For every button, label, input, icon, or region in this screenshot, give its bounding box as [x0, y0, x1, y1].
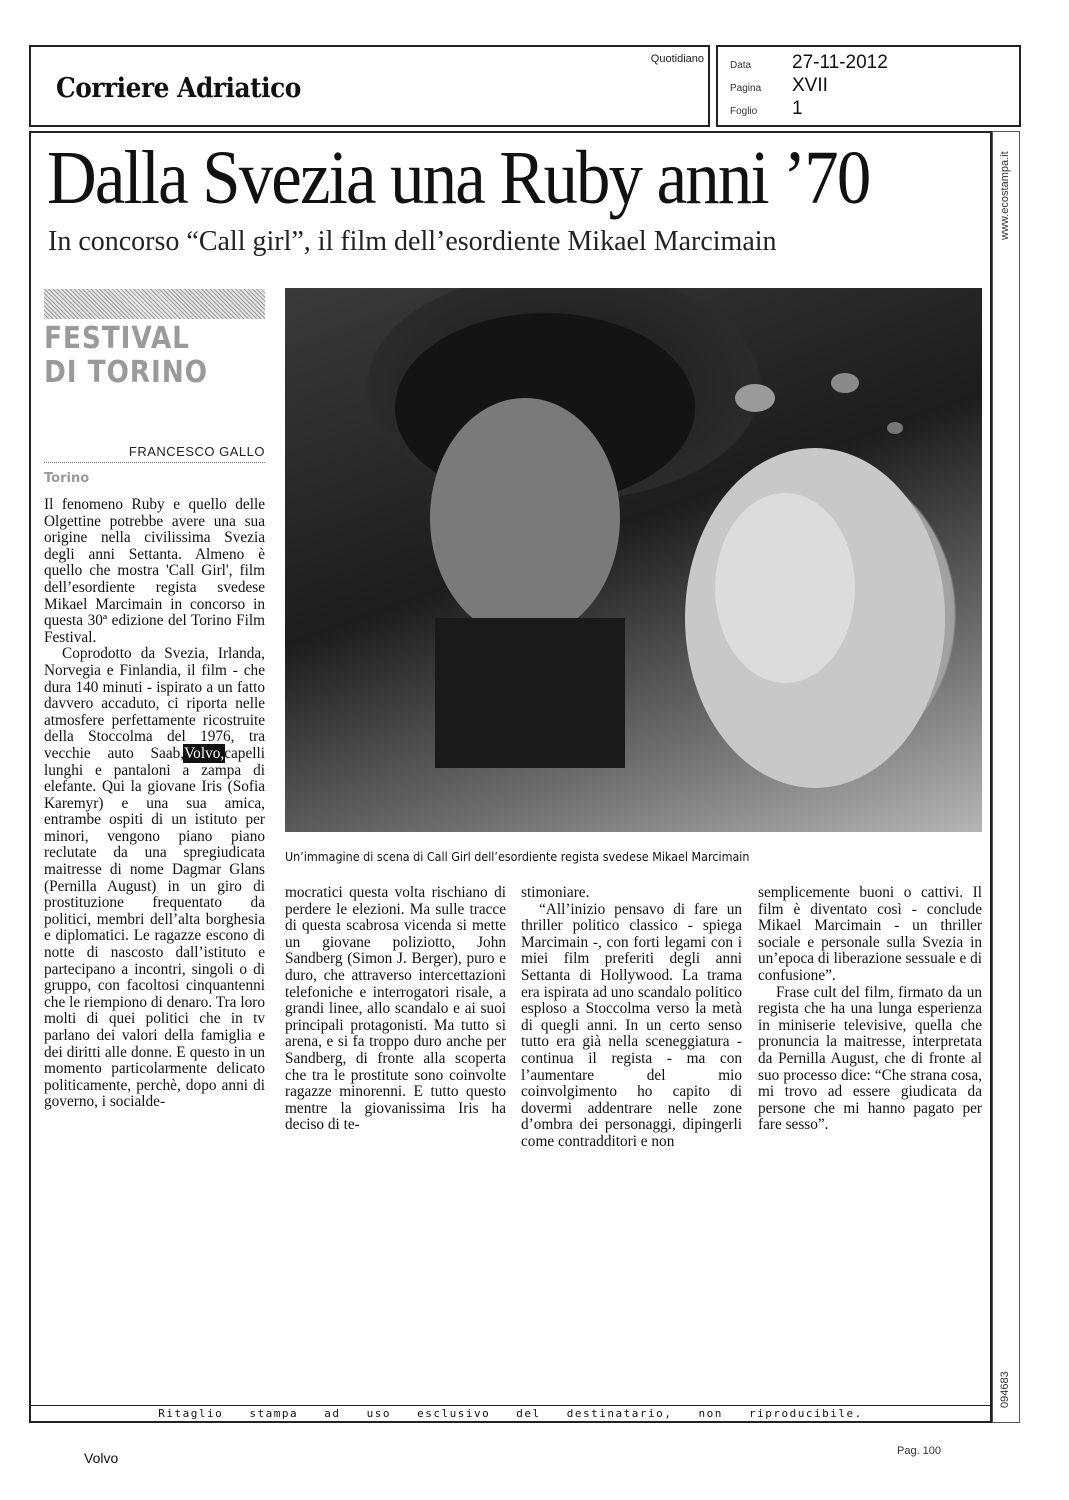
meta-row-pagina [730, 75, 828, 97]
headline: Dalla Svezia una Ruby anni ’70 [47, 136, 870, 220]
text-column-2 [285, 885, 506, 1134]
side-site-text: www.ecostampa.it [999, 151, 1011, 240]
byline: FRANCESCO GALLO [44, 444, 265, 463]
kicker-line: FESTIVAL [44, 321, 190, 356]
side-code-text: 094683 [999, 1371, 1011, 1408]
photo-illustration [285, 288, 982, 832]
text-column-3 [521, 885, 742, 1151]
meta-label: Foglio [730, 106, 758, 117]
photo-caption: Un’immagine di scena di Call Girl dell’esordiente regista svedese Mikael Marcimain [285, 850, 750, 864]
text-column-1 [44, 497, 265, 1111]
kicker-bar [44, 289, 265, 319]
article-photo [285, 288, 982, 832]
clipping-notice: Ritaglio stampa ad uso esclusivo del destinatario, non riproducibile. [31, 1405, 990, 1422]
masthead-title: Corriere Adriatico [56, 73, 301, 104]
page-number: Pag. 100 [897, 1445, 942, 1457]
meta-row-foglio [730, 98, 803, 120]
side-margin [992, 131, 1020, 1423]
paragraph [44, 646, 265, 1111]
paragraph-text: capelli lunghi e pantaloni a zampa di elefante. Qui la giovane Iris (Sofia Karemyr) e una sua amica, entrambe ospiti di un istituto per minori, vengono piano piano reclutate da una spregiudicata maitresse di nome Dagmar Glans (Pernilla August) in un giro di prostituzione frequentato da politici, membri dell’alta borghesia e diplomatici. Le ragazze escono di notte di nascosto dall’istituto e partecipano a incontri, singoli o di gruppo, con facoltosi cinquantenni che le riempiono di denaro. Tra loro molti di quei politici che in tv parlano dei valori della famiglia e dei diritti alle donne. E questo in un momento particolarmente delicato politicamente, perchè, dopo anni di governo, i socialde- [44, 744, 265, 1111]
publication-type: Quotidiano [650, 53, 704, 65]
meta-box [716, 45, 1021, 127]
masthead-box [29, 45, 710, 127]
paragraph: stimoniare. [521, 884, 590, 901]
subheadline: In concorso “Call girl”, il film dell’esordiente Mikael Marcimain [48, 226, 777, 257]
text-column-4 [758, 885, 982, 1134]
kicker-line: DI TORINO [44, 355, 208, 390]
meta-value-date: 27-11-2012 [792, 52, 888, 73]
highlighted-keyword: Volvo, [184, 744, 225, 762]
meta-label: Data [730, 60, 752, 71]
paragraph: Il fenomeno Ruby e quello delle Olgettine potrebbe avere una sua origine nella civilissima Svezia degli anni Settanta. Almeno è quello che mostra 'Call Girl', film dell’esordiente regista svedese Mikael Marcimain in concorso in questa 30ª edizione del Torino Film Festival. [44, 496, 265, 646]
keyword-tag: Volvo [84, 1450, 119, 1466]
meta-value-sheet: 1 [792, 98, 803, 119]
paragraph: semplicemente buoni o cattivi. Il film è diventato così - conclude Mikael Marcimain - un thriller sociale e personale sulla Svezia in un’epoca di liberazione sessuale e di confusione”. [758, 884, 982, 984]
paragraph: “All’inizio pensavo di fare un thriller politico classico - spiega Marcimain -, con forti legami con i miei film preferiti degli anni Settanta di Hollywood. La trama era ispirata ad uno scandalo politico esploso a Stoccolma verso la metà di quegli anni. In un certo senso tutto era già nella sceneggiatura - continua il regista - ma con l’aumentare del mio coinvolgimento ho capito di dovermi addentrare nelle zone d’ombra dei personaggi, dipingerli come contradditori e non [521, 900, 742, 1150]
section-kicker [44, 322, 208, 390]
meta-row-data [730, 52, 888, 74]
dateline: Torino [44, 471, 90, 486]
paragraph: Frase cult del film, firmato da un regista che ha una lunga esperienza in miniserie televisive, quella che pronuncia la maitresse, interpretata da Pernilla August, che di fronte al suo processo dice: “Che strana cosa, mi trovo ad essere giudicata da persone che mi hanno pagato per fare sesso”. [758, 983, 982, 1134]
meta-label: Pagina [730, 83, 762, 94]
paragraph-text: Coprodotto da Svezia, Irlanda, Norvegia e Finlandia, il film - che dura 140 minuti - ispirato a un fatto davvero accaduto, ci riporta nelle atmosfere perfettamente ricostruite della Stoccolma del 1976, tra vecchie auto Saab, [44, 645, 265, 762]
paragraph: mocratici questa volta rischiano di perdere le elezioni. Ma sulle tracce di questa scabrosa vicenda si mette un giovane poliziotto, John Sandberg (Simon J. Berger), puro e duro, che attraverso intercettazioni telefoniche e interrogatori risale, a grandi linee, allo scandalo e ai suoi principali protagonisti. Ma tutto si arena, e si fa troppo duro anche per Sandberg, di fronte alla scoperta che tra le prostitute sono coinvolte ragazze minorenni. E tutto questo mentre la giovanissima Iris ha deciso di te- [285, 884, 506, 1134]
meta-value-page: XVII [792, 75, 828, 96]
